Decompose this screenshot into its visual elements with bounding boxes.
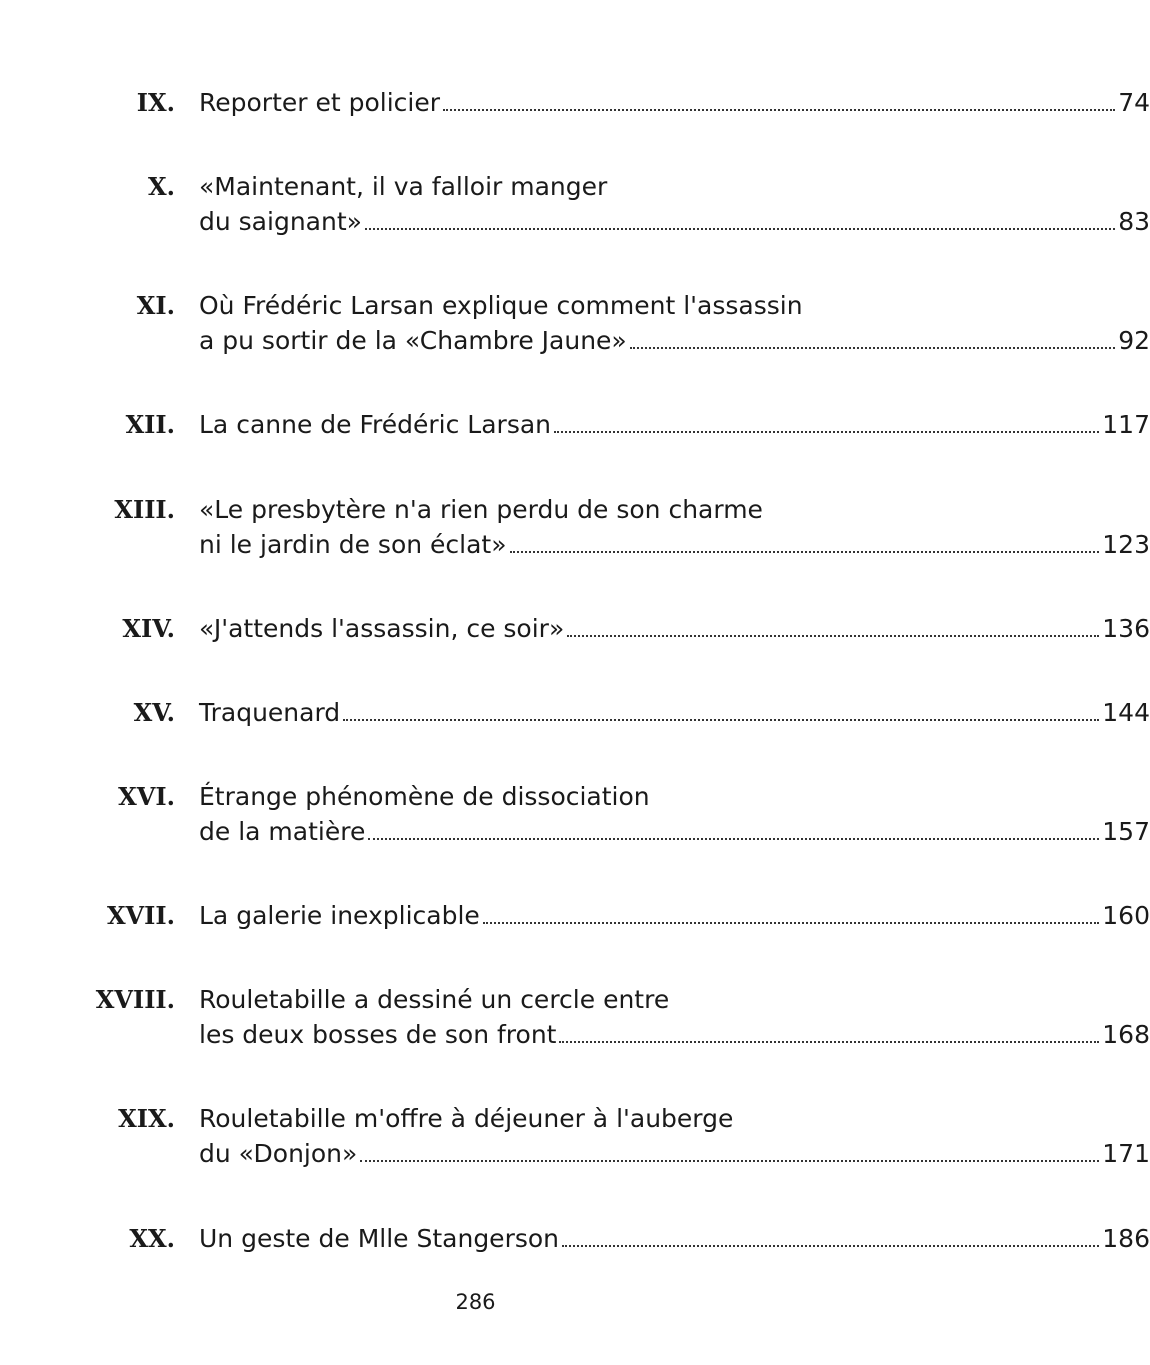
toc-line: [199, 289, 802, 323]
page-ref: 136: [1102, 614, 1150, 643]
toc-line: [199, 899, 1150, 933]
page-ref: 83: [1118, 207, 1150, 236]
leader-dots: [343, 719, 1099, 721]
toc-line: [199, 493, 802, 527]
leader-dots: [483, 922, 1099, 924]
toc-line: [199, 612, 1150, 646]
page-ref: 74: [1118, 88, 1150, 117]
chapter-number: XIII.: [114, 495, 175, 524]
chapter-title: La canne de Frédéric Larsan: [199, 410, 552, 439]
chapter-number: X.: [148, 172, 175, 201]
page-ref: 117: [1102, 410, 1150, 439]
chapter-title: Rouletabille m'offre à déjeuner à l'auberge: [199, 1104, 734, 1133]
chapter-number: XVI.: [118, 782, 175, 811]
chapter-number: XVII.: [106, 901, 175, 930]
chapter-title-cont: les deux bosses de son front: [199, 1020, 557, 1049]
chapter-title-cont: du saignant»: [199, 207, 362, 236]
toc-line: [199, 815, 1150, 849]
page-number: 286: [455, 1290, 496, 1314]
chapter-title: La galerie inexplicable: [199, 901, 480, 930]
chapter-title: Étrange phénomène de dissociation: [199, 782, 650, 811]
chapter-title: «Maintenant, il va falloir manger: [199, 172, 608, 201]
toc-line: [199, 324, 1150, 358]
page-ref: 157: [1102, 817, 1150, 846]
toc-line: [199, 780, 802, 814]
chapter-number: XV.: [133, 698, 175, 727]
leader-dots: [554, 431, 1099, 433]
leader-dots: [567, 635, 1099, 637]
chapter-number: XII.: [125, 410, 175, 439]
leader-dots: [559, 1041, 1099, 1043]
page-ref: 186: [1102, 1224, 1150, 1253]
page-ref: 144: [1102, 698, 1150, 727]
chapter-title-cont: a pu sortir de la «Chambre Jaune»: [199, 326, 627, 355]
page-ref: 160: [1102, 901, 1150, 930]
toc-line: [199, 408, 1150, 442]
chapter-number: XVIII.: [95, 985, 175, 1014]
chapter-number: XI.: [136, 291, 175, 320]
page-ref: 92: [1118, 326, 1150, 355]
toc-line: [199, 1222, 1150, 1256]
toc-line: [199, 1102, 802, 1136]
chapter-title-cont: du «Donjon»: [199, 1139, 358, 1168]
chapter-title-cont: ni le jardin de son éclat»: [199, 530, 507, 559]
toc-line: [199, 983, 802, 1017]
chapter-title: Reporter et policier: [199, 88, 441, 117]
chapter-title: Rouletabille a dessiné un cercle entre: [199, 985, 670, 1014]
leader-dots: [365, 228, 1115, 230]
toc-line: [199, 528, 1150, 562]
chapter-title-cont: de la matière: [199, 817, 366, 846]
chapter-number: XX.: [129, 1224, 175, 1253]
toc-line: [199, 205, 1150, 239]
leader-dots: [562, 1245, 1099, 1247]
leader-dots: [510, 551, 1100, 553]
leader-dots: [443, 109, 1115, 111]
page-ref: 171: [1102, 1139, 1150, 1168]
chapter-title: Où Frédéric Larsan explique comment l'assassin: [199, 291, 803, 320]
leader-dots: [360, 1160, 1099, 1162]
chapter-title: «Le presbytère n'a rien perdu de son charme: [199, 495, 763, 524]
toc-line: [199, 1137, 1150, 1171]
toc-line: [199, 170, 802, 204]
chapter-title: Un geste de Mlle Stangerson: [199, 1224, 560, 1253]
chapter-number: IX.: [136, 88, 175, 117]
chapter-title: «J'attends l'assassin, ce soir»: [199, 614, 565, 643]
page-ref: 123: [1102, 530, 1150, 559]
leader-dots: [630, 347, 1115, 349]
toc-line: [199, 86, 1150, 120]
toc-line: [199, 696, 1150, 730]
page-ref: 168: [1102, 1020, 1150, 1049]
chapter-number: XIV.: [122, 614, 175, 643]
chapter-title: Traquenard: [199, 698, 341, 727]
leader-dots: [368, 838, 1099, 840]
chapter-number: XIX.: [118, 1104, 175, 1133]
toc-line: [199, 1018, 1150, 1052]
